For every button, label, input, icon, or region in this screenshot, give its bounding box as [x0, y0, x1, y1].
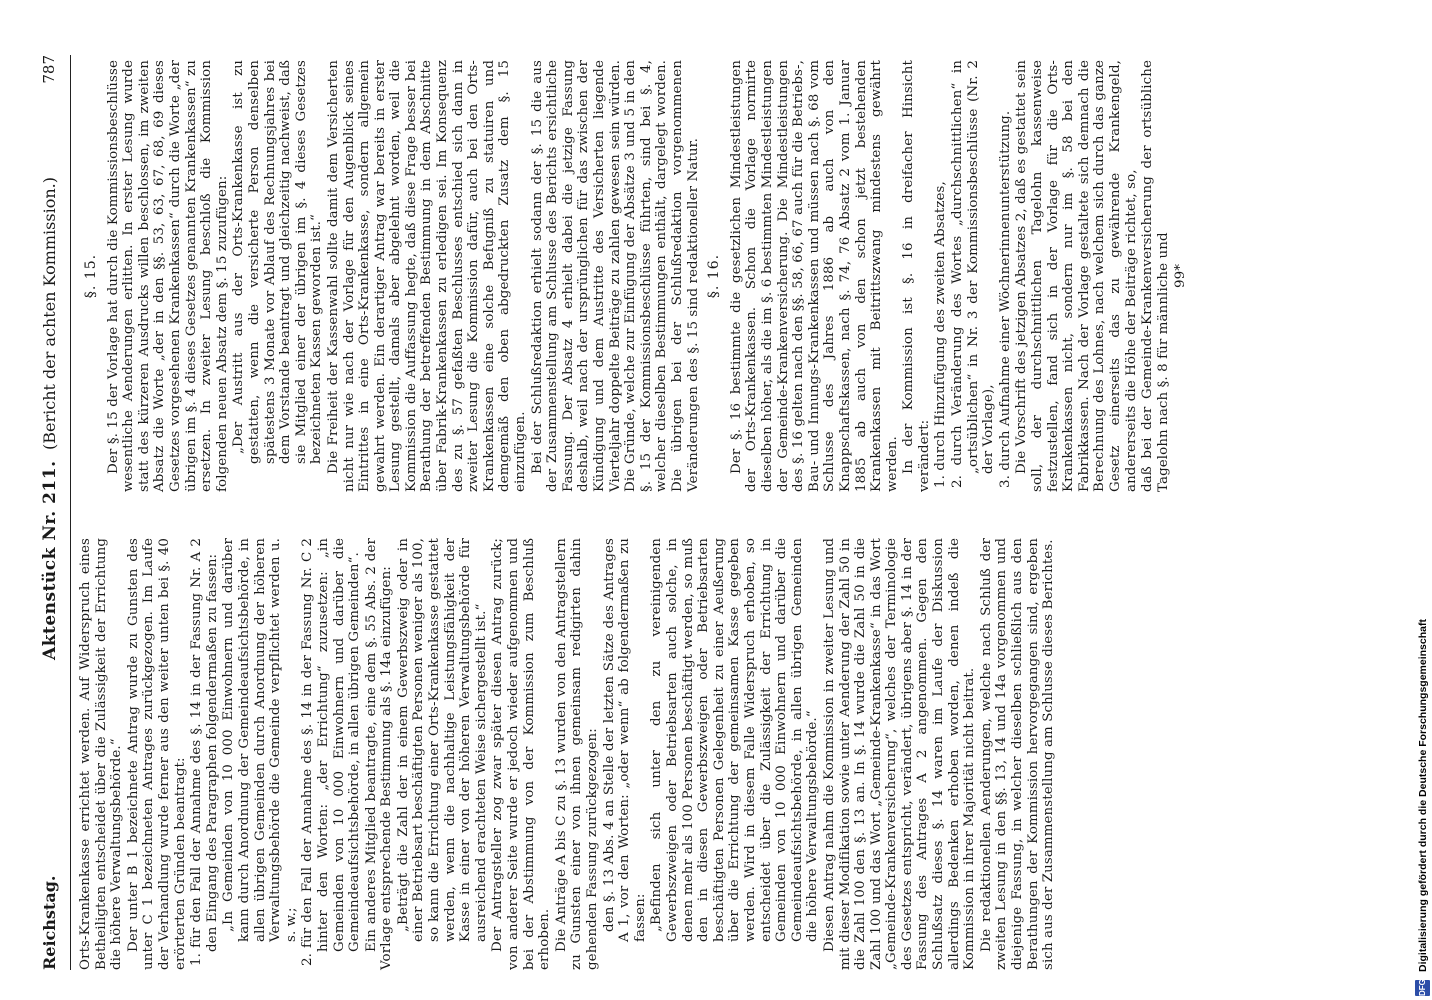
paragraph: Diesen Antrag nahm die Kommission in zweiter Lesung und mit dieser Modifikation sowie unter Aenderung der Zahl 50 in die Zahl 100 den §. 13 an. In §. 14 wurde die Zahl 50 in die Zahl 100 und das Wort „Gemeinde-Krankenkasse“ in das Wort „Gemeinde-Krankenversicherung“, welches der Terminologie des Gesetzes entspricht, verändert, übrigens aber §. 14 in der Fassung des Antrages A 2 angenommen. Gegen den Schlußsatz dieses §. 14 waren im Laufe der Diskussion allerdings Bedenken erhoben worden, denen indeß die Kommission in ihrer Majorität nicht beitrat.	[821, 538, 978, 970]
quoted-paragraph: „Befinden sich unter den zu vereinigenden Gewerbszweigen oder Betriebsarten auch solche, in denen mehr als 100 Personen beschäftigt werden, so muß den in diesen Gewerbszweigen oder Betriebsarten beschäftigten Personen Gelegenheit zu einer Aeußerung über die Errichtung der gemeinsamen Kasse gegeben werden. Wird in diesem Falle Widerspruch erhoben, so entscheidet über die Zulässigkeit der Errichtung in Gemeinden von 10 000 Einwohnern und darüber die Gemeindeaufsichtsbehörde, in allen übrigen Gemeinden die höhere Verwaltungsbehörde.“	[649, 538, 821, 942]
header-publication: Reichstag.	[40, 875, 59, 970]
paragraph: Der §. 16 bestimmte die gesetzlichen Mindestleistungen der Orts-Krankenkassen. Schon die Vorlage normirte dieselben höher, als die im §. 6 bestimmten Mindestleistungen der Gemeinde-Krankenversicherung. Die Mindestleistungen des §. 16 gelten nach den §§. 58, 66, 67 auch für die Betriebs-, Bau- und Innungs-Krankenkassen und müssen nach §. 68 vom Schlusse des Jahres 1886 ab auch von den Knappschaftskassen, nach §. 74, 76 Absatz 2 vom 1. Januar 1885 ab auch von den schon jetzt bestehenden Krankenkassen mit Beitrittszwang mindestens gewährt werden.	[728, 60, 900, 492]
paragraph: Der unter B 1 bezeichnete Antrag wurde zu Gunsten des unter C 1 bezeichneten Antrages zurückgezogen. Im Laufe der Verhandlung wurde ferner aus den weiter unten bei §. 40 erörterten Gründen beantragt:	[125, 538, 188, 970]
paragraph: Ein anderes Mitglied beantragte, eine dem §. 55 Abs. 2 der Vorlage entsprechende Bestimmung als §. 14a einzufügen:	[363, 538, 395, 970]
text-column-left	[78, 538, 1058, 970]
quoted-paragraph: den §. 13 Abs. 4 an Stelle der letzten Sätze des Antrages A 1, vor den Worten: „oder wenn“ ab folgendermaßen zu fassen:	[601, 538, 648, 942]
quoted-paragraph: „In Gemeinden von 10 000 Einwohnern und darüber kann durch Anordnung der Gemeindeaufsichtsbehörde, in allen übrigen Gemeinden durch Anordnung der höheren Verwaltungsbehörde die Gemeinde verpflichtet werden u. s. w.;	[221, 538, 299, 942]
text-column-right	[78, 60, 1190, 492]
list-item: 2. durch Veränderung des Wortes „durchschnittlichen“ in „ortsüblichen“ in Nr. 3 der Kommissionsbeschlüsse (Nr. 2 der Vorlage),	[950, 60, 997, 488]
paragraph: Die Vorschrift des jetzigen Absatzes 2, daß es gestattet sein soll, der durchschnittlichen Tagelohn kassenweise festzustellen, fand sich in der Vorlage für die Orts-Krankenkassen nicht, sondern nur im §. 58 bei den Fabrikkassen. Nach der Vorlage gestaltete sich demnach die Berechnung des Lohnes, nach welchem sich durch das ganze Gesetz einerseits das zu gewährende Krankengeld, andererseits die Höhe der Beiträge richtet, so,	[1014, 60, 1139, 492]
section-heading-16: §. 16.	[706, 253, 723, 299]
list-item: 1. für den Fall der Annahme des §. 14 in der Fassung Nr. A 2 den Eingang des Paragraphen folgendermaßen zu fassen:	[189, 538, 220, 966]
list-item: 3. durch Aufnahme einer Wöchnerinnenunterstützung.	[997, 110, 1013, 488]
section-heading-15: §. 15.	[83, 253, 99, 299]
header-subtitle: (Bericht der achten Kommission.)	[40, 177, 59, 450]
page-number: 787	[40, 55, 58, 84]
dfg-logo-icon: DFG	[1415, 980, 1430, 996]
running-header	[34, 55, 71, 970]
funding-sidebar	[1410, 0, 1432, 1000]
paragraph: Die Freiheit der Kassenwahl sollte damit dem Versicherten nicht nur wie nach der Vorlage für den Augenblick seines Eintrittes in eine Orts-Krankenkasse, sondern allgemein gewahrt werden. Ein derartiger Antrag war bereits in erster Lesung gestellt, damals aber abgelehnt worden, weil die Kommission die Auffassung hegte, daß diese Frage besser bei Berathung der betreffenden Bestimmung in dem Abschnitte über Fabrik-Krankenkassen zu erledigen sei. Im Konsequenz des zu §. 57 gefaßten Beschlusses entschied sich dann in zweiter Lesung die Kommission dafür, auch bei den Orts-Krankenkassen eine solche Befugniß zu statuiren und demgemäß den oben abgedruckten Zusatz dem §. 15 einzufügen.	[325, 60, 529, 492]
paragraph: In der Kommission ist §. 16 in dreifacher Hinsicht verändert:	[901, 60, 932, 492]
paragraph: Die redaktionellen Aenderungen, welche nach Schluß der zweiten Lesung in den §§. 13, 14 und 14a vorgenommen und diejenige Fassung, in welcher dieselben schließlich aus den Berathungen der Kommission hervorgegangen sind, ergeben sich aus der Zusammenstellung am Schlusse dieses Berichtes.	[978, 538, 1057, 970]
paragraph: Der §. 15 der Vorlage hat durch die Kommissionsbeschlüsse wesentliche Aenderungen erlitten. In erster Lesung wurde statt des kürzeren Ausdrucks willen beschlossen, im zweiten Absatz die Worte „der in den §§. 53, 63, 67, 68, 69 dieses Gesetzes vorgesehenen Krankenkassen“ durch die Worte „der übrigen im §. 4 dieses Gesetzes genannten Krankenkassen“ zu ersetzen. In zweiter Lesung beschloß die Kommission folgenden neuen Absatz dem §. 15 zuzufügen:	[105, 60, 230, 492]
funding-sidebar-inner	[1412, 0, 1432, 1000]
paragraph: Die Anträge A bis C zu §. 13 wurden von den Antragstellern zu Gunsten einer von ihnen gemeinsam redigirten dahin gehenden Fassung zurückgezogen:	[553, 538, 600, 970]
signature-mark: 99*	[1173, 263, 1189, 289]
paragraph: Der Antragsteller zog zwar später diesen Antrag zurück; von anderer Seite wurde er jedoch wieder aufgenommen und bei der Abstimmung von der Kommission zum Beschluß erhoben.	[490, 538, 553, 970]
paragraph: daß bei der Gemeinde-Krankenversicherung der ortsübliche Tagelohn nach §. 8 für männliche und	[1140, 60, 1171, 492]
list-item: 1. durch Hinzufügung des zweiten Absatzes,	[933, 181, 949, 488]
paragraph: Bei der Schlußredaktion erhielt sodann der §. 15 die aus der Zusammenstellung am Schlusse des Berichts ersichtliche Fassung. Der Absatz 4 erhielt dabei die jetzige Fassung deshalb, weil nach der ursprünglichen für das zwischen der Kündigung und dem Austritte des Versicherten liegende Vierteljahr doppelte Beiträge zu zahlen gewesen sein würden. Die Gründe, welche zur Einfügung der Absätze 3 und 5 in den §. 15 der Kommissionsbeschlüsse führten, sind bei §. 4, welcher dieselben Bestimmungen enthält, dargelegt worden. Die übrigen bei der Schlußredaktion vorgenommenen Veränderungen des §. 15 sind redaktioneller Natur.	[529, 60, 701, 492]
quoted-paragraph: „Der Austritt aus der Orts-Krankenkasse ist zu gestatten, wenn die versicherte Person denselben spätestens 3 Monate vor Ablauf des Rechnungsjahres bei dem Vorstande beantragt und gleichzeitig nachweist, daß sie Mitglied einer der übrigen im §. 4 dieses Gesetzes bezeichneten Kassen geworden ist.“	[231, 60, 325, 464]
quoted-paragraph: „Beträgt die Zahl der in einem Gewerbszweig oder in einer Betriebsart beschäftigten Personen weniger als 100, so kann die Errichtung einer Orts-Krankenkasse gestattet werden, wenn die nachhaltige Leistungsfähigkeit der Kasse in einer von der höheren Verwaltungsbehörde für ausreichend erachteten Weise sichergestellt ist.“	[395, 538, 489, 942]
paragraph: Orts-Krankenkasse errichtet werden. Auf Widerspruch eines Betheiligten entscheidet über die Zulässigkeit der Errichtung die höhere Verwaltungsbehörde.“	[78, 538, 125, 970]
header-document: Aktenstück Nr. 211.	[40, 460, 60, 660]
list-item: 2. für den Fall der Annahme des §. 14 in der Fassung Nr. C 2 hinter den Worten: „der Errichtung“ zuzusetzen: „in Gemeinden von 10 000 Einwohnern und darüber die Gemeindeaufsichtsbehörde, in allen übrigen Gemeinden“.	[300, 538, 363, 966]
funding-notice: Digitalisierung gefördert durch die Deutsche Forschungsgemeinschaft	[1417, 619, 1429, 972]
